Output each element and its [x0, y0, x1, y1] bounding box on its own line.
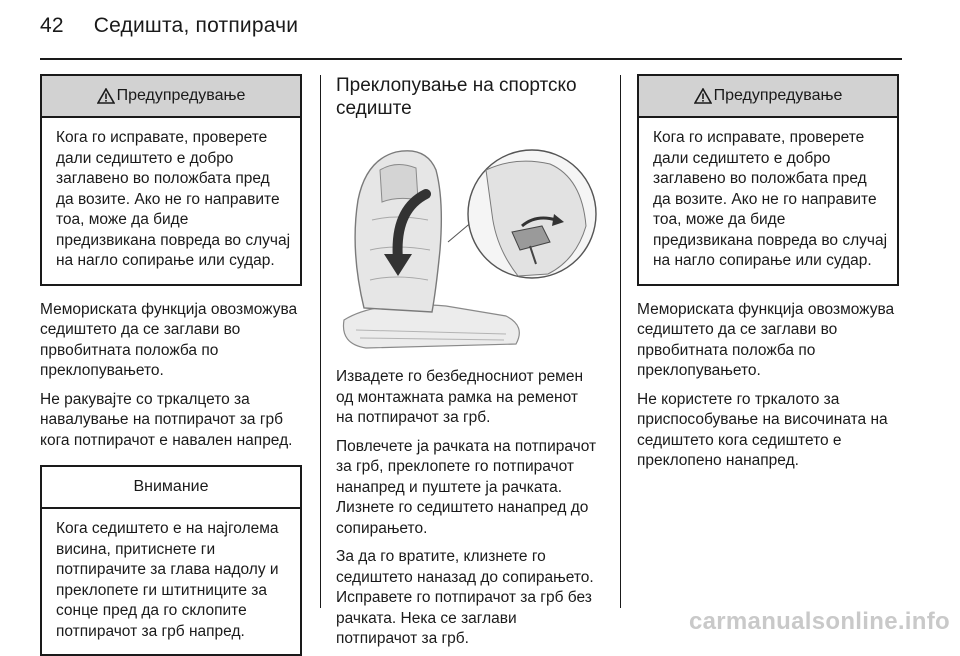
warning-triangle-icon — [97, 88, 115, 104]
warning-box-header — [639, 76, 897, 118]
page-number: 42 — [40, 14, 64, 37]
column-3 — [637, 74, 899, 472]
seat-fold-illustration — [336, 130, 598, 354]
warning-title: Предупредување — [713, 87, 843, 104]
warning-text: Кога го исправате, проверете дали седиштето е добро заглавено во положбата пред да возите. Ако не го направите тоа, може да биде предизвикана повреда во случај на нагло сопирање или судар. — [56, 129, 291, 269]
column-divider-1 — [320, 75, 321, 608]
column-divider-2 — [620, 75, 621, 608]
page-header — [40, 14, 298, 38]
paragraph: Мемориската функција овозможува седиштето да се заглави во првобитната положба по преклопувањето. — [637, 300, 895, 379]
paragraph: Повлечете ја рачката на потпирачот за грб, преклопете го потпирачот нанапред и пуштете ја рачката. Лизнете го седиштето нанапред до сопирањето. — [336, 437, 597, 537]
page-title: Седишта, потпирачи — [93, 14, 299, 37]
notice-box — [40, 465, 302, 656]
notice-box-header — [42, 467, 300, 509]
column-1 — [40, 74, 302, 656]
section-heading: Преклопување на спортско седиште — [336, 75, 577, 119]
paragraph: Мемориската функција овозможува седиштето да се заглави во првобитната положба по преклопувањето. — [40, 300, 298, 379]
column-2 — [336, 74, 598, 650]
header-rule — [40, 58, 902, 60]
warning-box — [40, 74, 302, 286]
warning-box — [637, 74, 899, 286]
paragraph: Не користете го тркалото за приспособување на височината на седиштето кога седиштето е преклопено нанапред. — [637, 390, 888, 469]
paragraph: Извадете го безбедносниот ремен од монтажната рамка на ременот на потпирачот за грб. — [336, 368, 584, 426]
notice-text: Кога седиштето е на најголема висина, притиснете ги потпирачите за глава надолу и преклопете ги штитниците за сонце пред да го склопите потпирачот за грб напред. — [56, 520, 279, 640]
notice-title: Внимание — [133, 478, 209, 495]
warning-box-header — [42, 76, 300, 118]
paragraph: Не ракувајте со тркалцето за навалување на потпирачот за грб кога потпирачот е навален напред. — [40, 390, 293, 449]
warning-text: Кога го исправате, проверете дали седиштето е добро заглавено во положбата пред да возите. Ако не го направите тоа, може да биде предизвикана повреда во случај на нагло сопирање или судар. — [653, 129, 888, 269]
paragraph: За да го вратите, клизнете го седиштето наназад до сопирањето. Исправете го потпирачот за грб без рачката. Нека се заглави потпирачот за грб. — [336, 548, 594, 647]
warning-triangle-icon — [694, 88, 712, 104]
warning-title: Предупредување — [116, 87, 246, 104]
watermark: carmanualsonline.info — [688, 608, 950, 635]
